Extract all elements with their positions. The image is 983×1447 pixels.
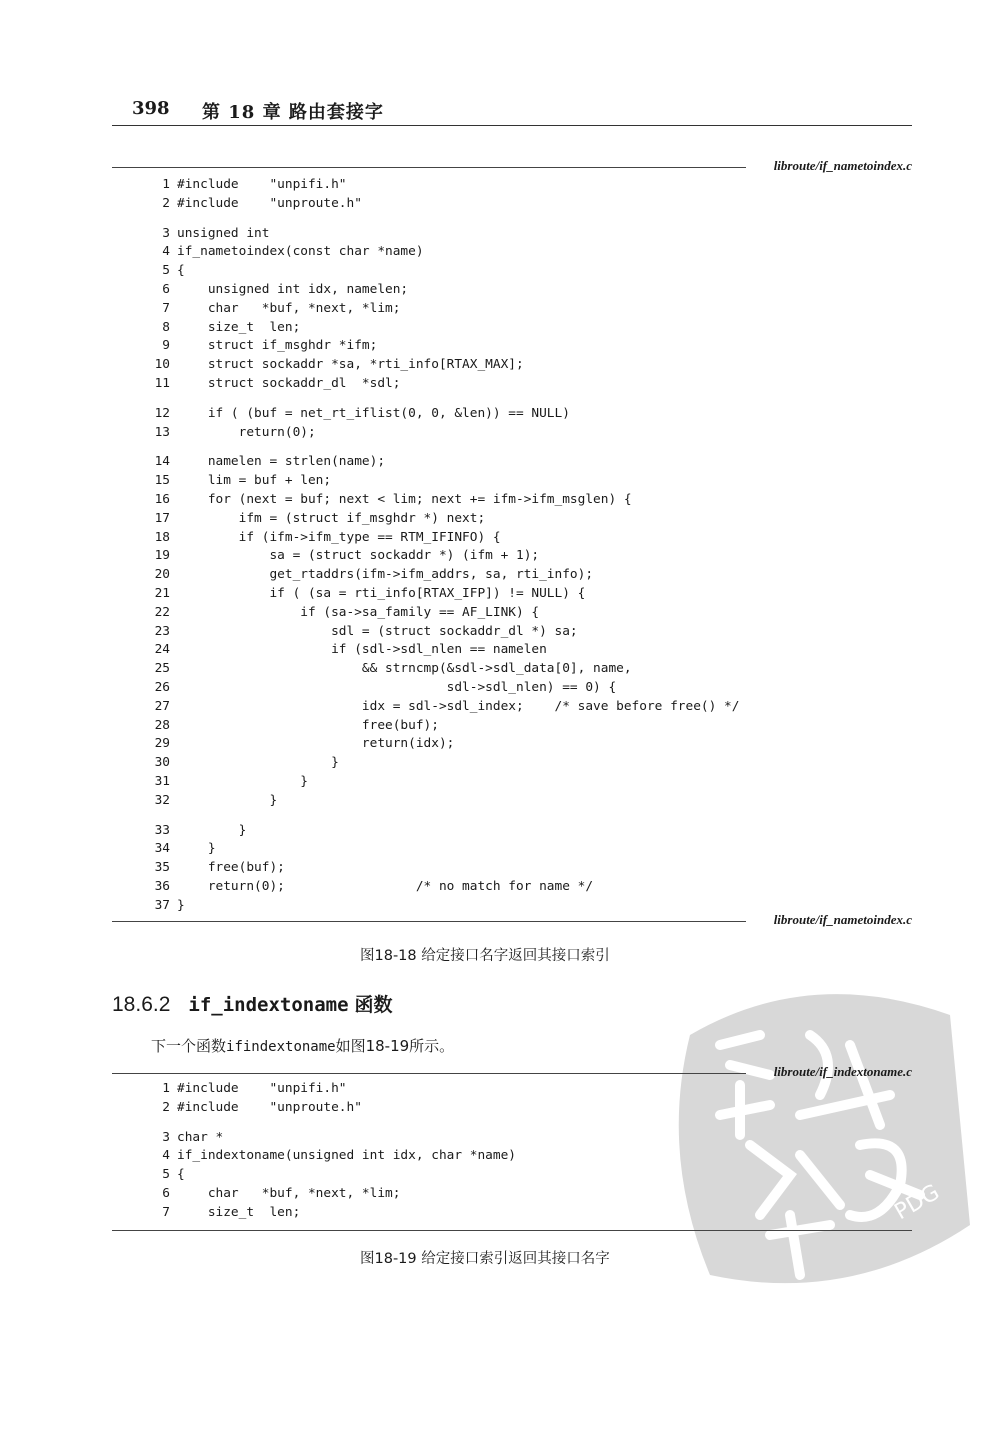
- code-line: [150, 1146, 516, 1165]
- code-line: [150, 528, 501, 547]
- section-number: 18.6.2: [112, 993, 171, 1016]
- line-number: 28: [154, 717, 170, 733]
- code-text: {: [177, 263, 185, 279]
- code-line: [150, 224, 269, 243]
- code-line: [150, 858, 285, 877]
- code-text: struct sockaddr *sa, *rti_info[RTAX_MAX];: [177, 357, 524, 373]
- line-number: 7: [162, 1204, 170, 1220]
- line-number: 2: [162, 195, 170, 211]
- line-number: 8: [162, 319, 170, 335]
- code-text: sa = (struct sockaddr *) (ifm + 1);: [177, 548, 540, 564]
- code-line: [150, 1079, 347, 1098]
- code-line: [150, 452, 385, 471]
- line-number: 5: [162, 1167, 170, 1183]
- code-text: }: [177, 897, 185, 913]
- line-number: 3: [162, 225, 170, 241]
- code-text: #include "unpifi.h": [177, 1081, 347, 1096]
- figure1-bottom-rule: [112, 912, 912, 928]
- line-number: 36: [154, 879, 170, 894]
- code-line: [150, 1165, 185, 1184]
- line-number: 11: [154, 376, 170, 391]
- code-line: [150, 423, 316, 442]
- code-line: [150, 716, 439, 735]
- code-text: char *buf, *next, *lim;: [177, 300, 401, 316]
- code-line: [150, 753, 339, 772]
- code-line: [150, 622, 578, 641]
- line-number: 10: [154, 357, 170, 373]
- line-number: 2: [162, 1099, 170, 1115]
- code-text: }: [177, 822, 247, 838]
- code-text: }: [177, 774, 308, 789]
- code-text: }: [177, 792, 278, 808]
- figure1-top-rule: [112, 158, 912, 174]
- code-line: [150, 194, 362, 213]
- figure1-caption: 图18-18 给定接口名字返回其接口索引: [360, 948, 610, 964]
- code-text: unsigned int idx, namelen;: [177, 282, 409, 297]
- code-text: char *buf, *next, *lim;: [177, 1186, 401, 1201]
- line-number: 31: [154, 774, 170, 789]
- line-number: 1: [162, 1081, 170, 1096]
- line-number: 14: [154, 454, 170, 470]
- code-text: idx = sdl->sdl_index; /* save before free() */: [177, 698, 740, 714]
- code-text: #include "unproute.h": [177, 1099, 362, 1115]
- code-text: if ( (sa = rti_info[RTAX_IFP]) != NULL) {: [177, 586, 586, 601]
- code-text: lim = buf + len;: [177, 473, 332, 489]
- code-line: [150, 1203, 300, 1222]
- code-text: namelen = strlen(name);: [177, 454, 386, 470]
- code-line: [150, 839, 216, 858]
- line-number: 27: [154, 698, 170, 714]
- code-text: return(0); /* no match for name */: [177, 879, 594, 894]
- code-text: return(idx);: [177, 736, 455, 752]
- code-text: {: [177, 1167, 185, 1183]
- code-text: ifm = (struct if_msghdr *) next;: [177, 510, 486, 526]
- code-text: size_t len;: [177, 1204, 301, 1220]
- line-number: 29: [154, 736, 170, 752]
- line-number: 20: [154, 567, 170, 583]
- line-number: 6: [162, 282, 170, 297]
- para-inline-code: ifindextoname: [226, 1039, 336, 1055]
- divider: [112, 921, 746, 922]
- line-number: 32: [154, 792, 170, 808]
- code-text: for (next = buf; next < lim; next += ifm->ifm_msglen) {: [177, 492, 632, 507]
- code-text: if (ifm->ifm_type == RTM_IFINFO) {: [177, 529, 501, 545]
- code-line: [150, 791, 277, 810]
- code-line: [150, 659, 632, 678]
- code-text: return(0);: [177, 424, 316, 440]
- line-number: 18: [154, 529, 170, 545]
- code-text: if_indextoname(unsigned int idx, char *name): [177, 1148, 516, 1164]
- code-line: [150, 471, 331, 490]
- line-number: 26: [154, 680, 170, 695]
- figure1-filename-bottom: libroute/if_nametoindex.c: [773, 912, 912, 927]
- line-number: 25: [154, 661, 170, 677]
- chapter-title: 第 18 章 路由套接字: [202, 102, 384, 123]
- page-header: [112, 96, 912, 128]
- line-number: 34: [154, 841, 170, 857]
- code-line: [150, 734, 454, 753]
- code-text: sdl->sdl_nlen) == 0) {: [177, 680, 617, 695]
- line-number: 6: [162, 1186, 170, 1201]
- divider: [112, 1073, 746, 1074]
- section-function-name: if_indextoname: [188, 994, 349, 1016]
- line-number: 17: [154, 510, 170, 526]
- code-text: size_t len;: [177, 319, 301, 335]
- figure2-filename-top: libroute/if_indextoname.c: [773, 1064, 912, 1079]
- code-line: [150, 242, 424, 261]
- code-text: #include "unpifi.h": [177, 177, 347, 192]
- code-line: [150, 280, 408, 299]
- line-number: 30: [154, 755, 170, 771]
- code-text: if (sdl->sdl_nlen == namelen: [177, 642, 547, 658]
- line-number: 22: [154, 604, 170, 620]
- code-line: [150, 821, 246, 840]
- code-line: [150, 877, 593, 896]
- code-line: [150, 603, 539, 622]
- code-text: char *: [177, 1129, 224, 1145]
- figure1-filename-top: libroute/if_nametoindex.c: [773, 158, 912, 173]
- code-line: [150, 772, 308, 791]
- line-number: 4: [162, 244, 170, 260]
- line-number: 4: [162, 1148, 170, 1164]
- stamp-mark: PDG: [890, 1179, 944, 1226]
- code-line: [150, 355, 524, 374]
- para-text-after: 如图18-19所示。: [335, 1037, 455, 1055]
- code-text: free(buf);: [177, 860, 285, 876]
- code-line: [150, 261, 185, 280]
- line-number: 16: [154, 492, 170, 507]
- watermark-stamp: [650, 975, 980, 1295]
- code-line: [150, 336, 377, 355]
- code-text: get_rtaddrs(ifm->ifm_addrs, sa, rti_info);: [177, 567, 594, 583]
- line-number: 3: [162, 1129, 170, 1145]
- code-line: [150, 1128, 223, 1147]
- line-number: 12: [154, 405, 170, 421]
- section-paragraph: [151, 1035, 454, 1056]
- code-line: [150, 1184, 400, 1203]
- figure2-caption: 图18-19 给定接口索引返回其接口名字: [360, 1251, 610, 1267]
- figure2-bottom-rule: [112, 1230, 912, 1231]
- code-line: [150, 509, 485, 528]
- code-text: free(buf);: [177, 717, 439, 733]
- code-text: struct sockaddr_dl *sdl;: [177, 376, 401, 391]
- line-number: 9: [162, 338, 170, 354]
- code-line: [150, 299, 400, 318]
- code-text: }: [177, 841, 216, 857]
- code-line: [150, 640, 547, 659]
- line-number: 33: [154, 822, 170, 838]
- divider: [112, 167, 746, 168]
- line-number: 7: [162, 300, 170, 316]
- section-title-suffix: 函数: [354, 994, 393, 1016]
- line-number: 5: [162, 263, 170, 279]
- code-line: [150, 318, 300, 337]
- figure2-top-rule: [112, 1064, 912, 1080]
- line-number: 35: [154, 860, 170, 876]
- para-text-before: 下一个函数: [151, 1037, 227, 1055]
- line-number: 19: [154, 548, 170, 564]
- code-text: if ( (buf = net_rt_iflist(0, 0, &len)) == NULL): [177, 405, 570, 421]
- line-number: 37: [154, 897, 170, 913]
- code-text: #include "unproute.h": [177, 195, 362, 211]
- line-number: 15: [154, 473, 170, 489]
- line-number: 21: [154, 586, 170, 601]
- code-line: [150, 374, 400, 393]
- code-line: [150, 565, 593, 584]
- page-number: 398: [132, 98, 170, 119]
- code-line: [150, 1098, 362, 1117]
- line-number: 23: [154, 623, 170, 639]
- code-text: if (sa->sa_family == AF_LINK) {: [177, 604, 540, 620]
- code-text: }: [177, 755, 339, 771]
- code-line: [150, 404, 570, 423]
- code-line: [150, 584, 585, 603]
- code-text: if_nametoindex(const char *name): [177, 244, 424, 260]
- header-rule: [112, 125, 912, 126]
- code-line: [150, 546, 539, 565]
- code-line: [150, 490, 632, 509]
- stamp-shape: [679, 994, 970, 1283]
- code-text: unsigned int: [177, 225, 270, 241]
- section-heading: [112, 990, 393, 1017]
- code-line: [150, 678, 616, 697]
- code-text: sdl = (struct sockaddr_dl *) sa;: [177, 623, 578, 639]
- line-number: 24: [154, 642, 170, 658]
- code-line: [150, 697, 739, 716]
- code-line: [150, 175, 347, 194]
- line-number: 1: [162, 177, 170, 192]
- code-text: struct if_msghdr *ifm;: [177, 338, 378, 354]
- line-number: 13: [154, 424, 170, 440]
- code-text: && strncmp(&sdl->sdl_data[0], name,: [177, 661, 632, 677]
